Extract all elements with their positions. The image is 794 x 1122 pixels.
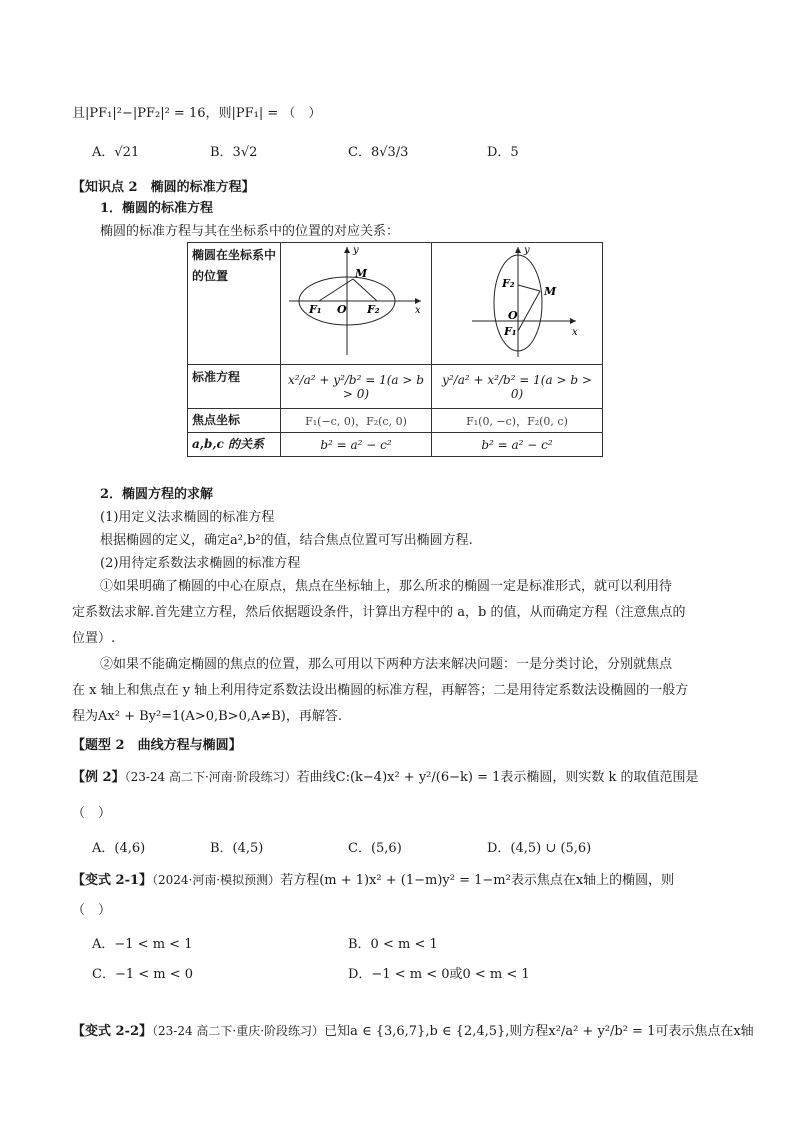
method2-para2-line1: ②如果不能确定椭圆的焦点的位置，那么可用以下两种方法来解决问题：一是分类讨论，分别就焦点 <box>100 657 673 672</box>
method2-para2-line3: 程为Ax² + By²=1(A>0,B>0,A≠B)，再解答. <box>72 709 343 724</box>
fig2-o-label: O <box>508 309 518 322</box>
fig-m-label: M <box>355 267 368 280</box>
row-label-equation: 标准方程 <box>188 365 281 409</box>
subheading-standard-eq: 1．椭圆的标准方程 <box>100 201 214 216</box>
option-c: C．8√3/3 <box>348 145 409 160</box>
variant21-paren: （ ） <box>72 903 112 918</box>
option-b: B．3√2 <box>210 145 258 160</box>
row-label-relation: a,b,c 的关系 <box>188 433 281 457</box>
relation-horizontal: b² = a² − c² <box>281 433 432 457</box>
fig2-m-label: M <box>544 285 557 298</box>
horizontal-ellipse-figure <box>281 243 431 361</box>
row-label-focus: 焦点坐标 <box>188 409 281 433</box>
fig-x-label: x <box>415 305 421 316</box>
relation-vertical: b² = a² − c² <box>432 433 603 457</box>
fig2-y-label: y <box>524 245 530 256</box>
horizontal-ellipse-cell <box>281 243 432 365</box>
ex2-option-a: A．(4,6) <box>92 841 146 856</box>
method1-body: 根据椭圆的定义，确定a²,b²的值，结合焦点位置可写出椭圆方程. <box>100 533 473 548</box>
v21-option-d: D．−1 < m < 0或0 < m < 1 <box>348 967 530 982</box>
section-header-kp2: 【知识点 2 椭圆的标准方程】 <box>72 180 255 195</box>
fig-y-label: y <box>353 245 359 256</box>
fig-f1-label: F₁ <box>309 303 322 316</box>
intro-text: 椭圆的标准方程与其在坐标系中的位置的对应关系： <box>100 224 400 239</box>
option-a: A．√21 <box>92 145 140 160</box>
ex2-option-c: C．(5,6) <box>348 841 402 856</box>
v21-option-c: C．−1 < m < 0 <box>92 967 194 982</box>
method1-title: (1)用定义法求椭圆的标准方程 <box>100 510 275 525</box>
fig2-f1-label: F₁ <box>504 325 517 338</box>
vertical-ellipse-cell <box>432 243 603 365</box>
ellipse-table <box>187 242 603 457</box>
method2-title: (2)用待定系数法求椭圆的标准方程 <box>100 556 301 571</box>
ex2-option-b: B．(4,5) <box>210 841 264 856</box>
variant22-stem: 【变式 2-2】（23-24 高二下·重庆·阶段练习）已知a ∈ {3,6,7},b ∈ {2,4,5},则方程x²/a² + y²/b² = 1可表示焦点在x轴 <box>72 1024 754 1039</box>
fig2-f2-label: F₂ <box>502 277 515 290</box>
method2-para2-line2: 在 x 轴上和焦点在 y 轴上利用待定系数法设出椭圆的标准方程，再解答；二是用待定系数法设椭圆的一般方 <box>72 683 689 698</box>
v21-option-b: B．0 < m < 1 <box>348 937 438 952</box>
fig-o-label: O <box>337 303 347 316</box>
example2-stem: 【例 2】（23-24 高二下·河南·阶段练习）若曲线C:(k−4)x² + y²/(6−k) = 1表示椭圆，则实数 k 的取值范围是 <box>72 770 699 785</box>
focus-vertical: F₁(0, −c)，F₂(0, c) <box>432 409 603 433</box>
section-header-tx2: 【题型 2 曲线方程与椭圆】 <box>72 738 242 753</box>
method2-para1-line1: ①如果明确了椭圆的中心在原点，焦点在坐标轴上，那么所求的椭圆一定是标准形式，就可以利用待 <box>100 579 673 594</box>
vertical-ellipse-figure <box>432 243 592 361</box>
fig2-x-label: x <box>572 327 578 338</box>
equation-vertical: y²/a² + x²/b² = 1(a > b > 0) <box>432 365 603 409</box>
fig-f2-label: F₂ <box>367 303 380 316</box>
variant21-stem: 【变式 2-1】（2024·河南·模拟预测）若方程(m + 1)x² + (1−m)y² = 1−m²表示焦点在x轴上的椭圆，则 <box>72 873 675 888</box>
row-label-position: 椭圆在坐标系中的位置 <box>188 243 281 365</box>
ex2-option-d: D．(4,5) ∪ (5,6) <box>487 841 592 856</box>
method2-para1-line2: 定系数法求解.首先建立方程，然后依据题设条件，计算出方程中的 a，b 的值，从而确定方程（注意焦点的 <box>72 605 686 620</box>
focus-horizontal: F₁(−c, 0)，F₂(c, 0) <box>281 409 432 433</box>
equation-horizontal: x²/a² + y²/b² = 1(a > b > 0) <box>281 365 432 409</box>
question-stem: 且|PF₁|²−|PF₂|² = 16，则|PF₁| = （ ） <box>72 106 322 121</box>
subheading-solving: 2．椭圆方程的求解 <box>100 487 214 502</box>
example2-paren: （ ） <box>72 806 112 821</box>
v21-option-a: A．−1 < m < 1 <box>92 937 193 952</box>
method2-para1-line3: 位置）. <box>72 631 116 646</box>
option-d: D．5 <box>487 145 519 160</box>
